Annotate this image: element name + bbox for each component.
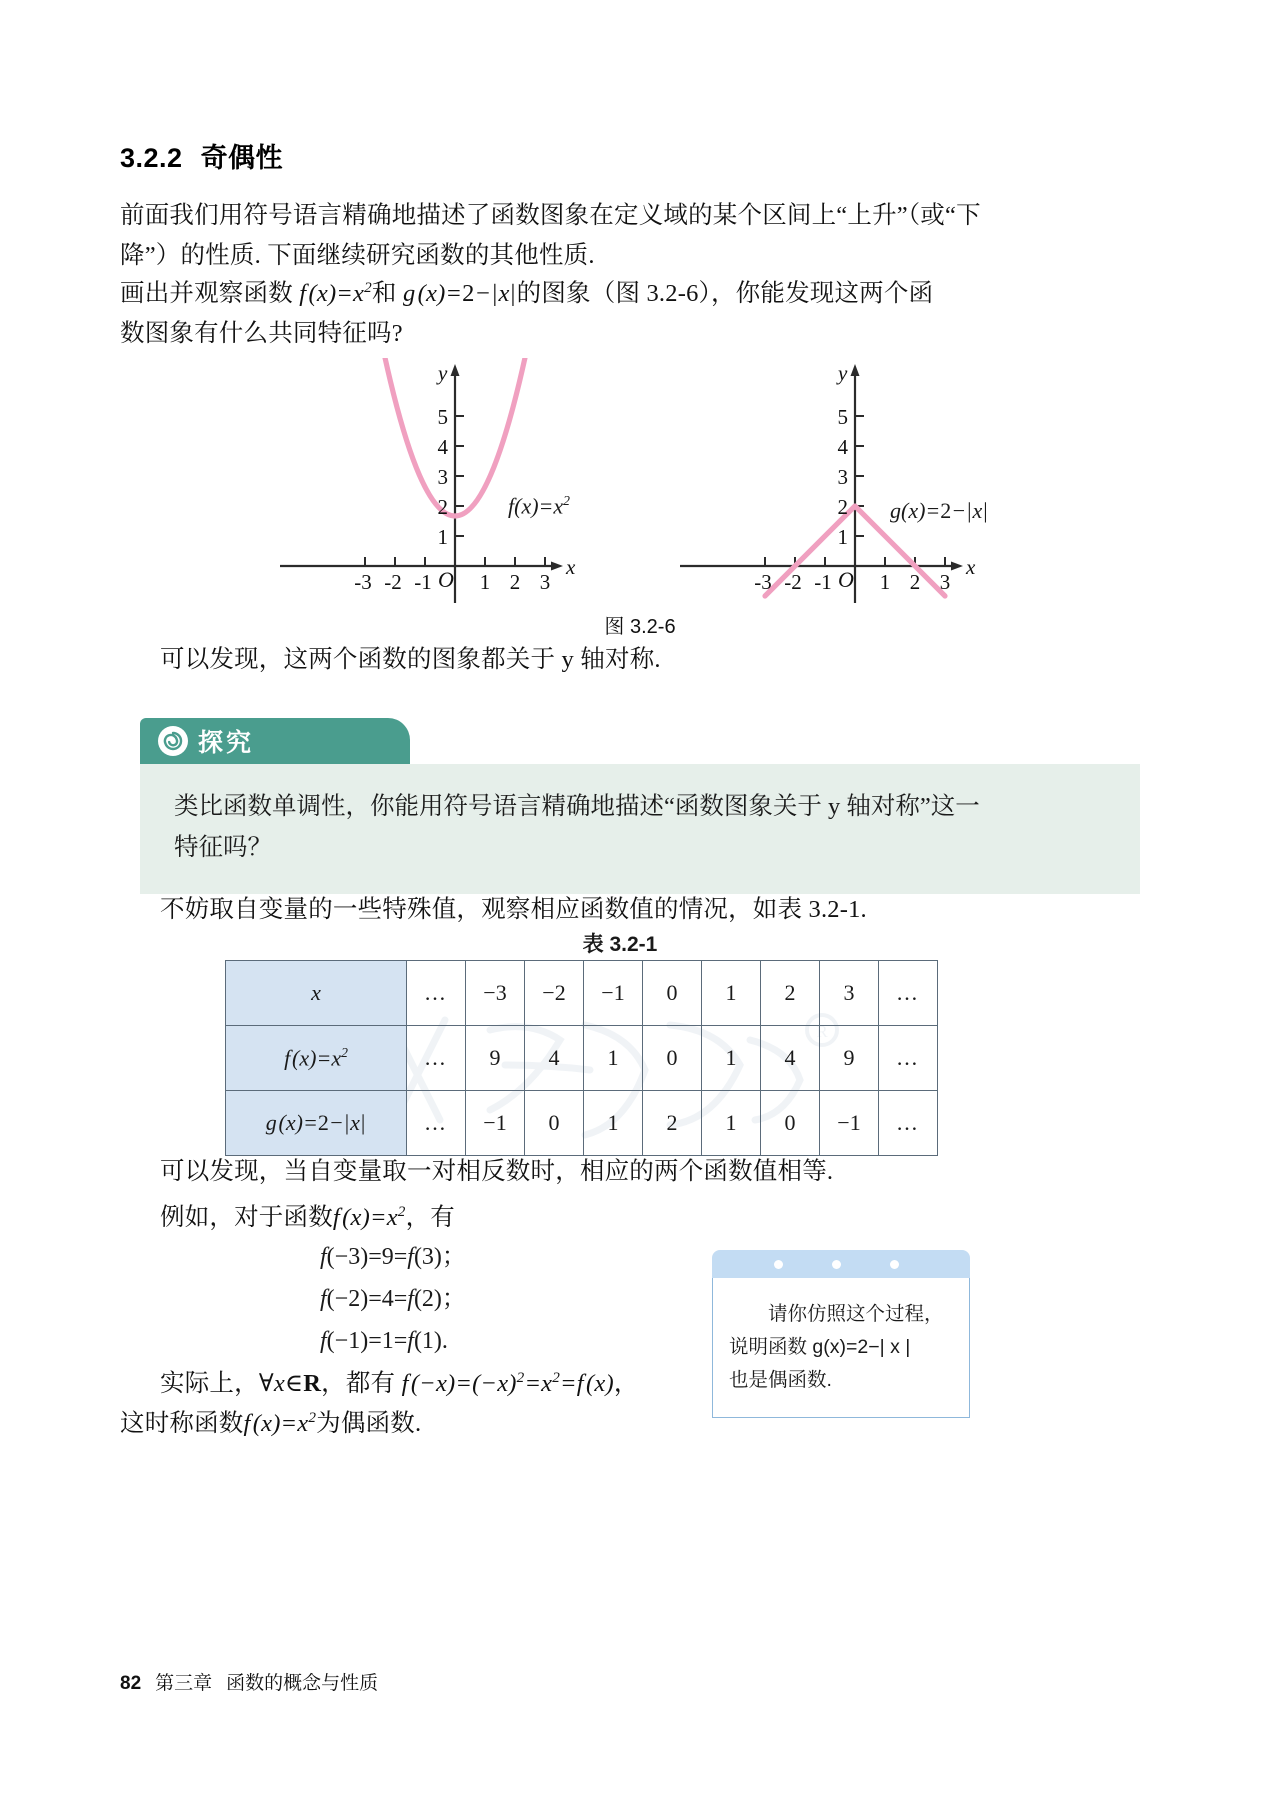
cell: 4 — [525, 1026, 584, 1091]
paragraph-task — [120, 268, 1075, 354]
note-dot-icon — [890, 1260, 899, 1269]
inline-formula-f: f $(x)=x^2$ — [299, 279, 372, 308]
cell: −1 — [820, 1091, 879, 1156]
svg-text:2: 2 — [509, 570, 521, 594]
note-line2: 说明函数 g(x)=2−| x | — [729, 1336, 911, 1358]
spiral-icon — [158, 726, 188, 756]
cell: … — [407, 1091, 466, 1156]
figure-caption: 图 3.2-6 — [604, 616, 676, 638]
inline-formula-g: g (x)=2−|x| — [402, 280, 516, 308]
equation-item: f(−1)=1=f(1). — [320, 1328, 448, 1354]
paragraph-task-line2: 数图象有什么共同特征吗? — [120, 320, 403, 348]
origin-label: O — [838, 567, 854, 592]
svg-text:1: 1 — [479, 570, 491, 594]
definition-post: 为偶函数. — [316, 1410, 422, 1438]
general-post: ， — [613, 1370, 639, 1398]
general-quantifier: ∀x∈R — [258, 1370, 322, 1398]
note-line3: 也是偶函数. — [729, 1369, 832, 1391]
spiral-icon-svg — [162, 730, 184, 752]
cell: … — [407, 1026, 466, 1091]
footer-chapter: 第三章 — [155, 1673, 213, 1694]
observation-text: 可以发现，这两个函数的图象都关于 y 轴对称. — [160, 646, 661, 673]
svg-text:4: 4 — [837, 435, 848, 459]
general-pre: 实际上， — [160, 1370, 259, 1398]
svg-text:1: 1 — [437, 525, 448, 549]
sticky-note — [712, 1250, 970, 1418]
example-pre: 例如，对于函数 — [160, 1204, 333, 1232]
table-intro-text: 不妨取自变量的一些特殊值，观察相应函数值的情况，如表 3.2-1. — [160, 896, 867, 923]
paragraph-task-line1 — [120, 268, 1075, 314]
cell: 1 — [702, 1091, 761, 1156]
cell: 2 — [643, 1091, 702, 1156]
section-number: 3.2.2 — [120, 143, 183, 173]
svg-text:3: 3 — [837, 465, 848, 489]
origin-label: O — [438, 567, 454, 592]
curve-label-g: g(x)=2−|x| — [890, 498, 988, 523]
note-body — [712, 1278, 970, 1418]
svg-text:5: 5 — [437, 405, 448, 429]
table-row — [226, 1091, 938, 1156]
values-table — [225, 960, 938, 1156]
section-title: 奇偶性 — [200, 143, 284, 173]
example-post: ，有 — [405, 1204, 455, 1232]
svg-text:-2: -2 — [384, 570, 402, 594]
table-title: 表 3.2-1 — [582, 933, 658, 956]
svg-text:-1: -1 — [414, 570, 432, 594]
page-footer — [120, 1668, 378, 1695]
example-formula: f $(x)=x^2$ — [332, 1203, 406, 1232]
cell: … — [879, 961, 938, 1026]
table-row — [226, 1026, 938, 1091]
note-dot-icon — [774, 1260, 783, 1269]
svg-text:-3: -3 — [354, 570, 372, 594]
x-axis-label: x — [566, 555, 576, 579]
svg-text:5: 5 — [837, 405, 848, 429]
explore-line1: 类比函数单调性，你能用符号语言精确地描述“函数图象关于 y 轴对称”这一 — [174, 793, 980, 820]
explore-body — [140, 764, 1140, 894]
x-axis-arrow — [951, 562, 963, 571]
curve-label-f: $f(x)=x^2$ — [508, 493, 570, 519]
cell: 1 — [702, 961, 761, 1026]
cell: 4 — [761, 1026, 820, 1091]
footer-chapter-title: 函数的概念与性质 — [226, 1673, 379, 1694]
definition-formula: f $(x)=x^2$ — [243, 1409, 317, 1438]
cell: −1 — [466, 1091, 525, 1156]
x-axis-label: x — [966, 555, 976, 579]
paragraph-table-intro — [160, 890, 1115, 930]
section-heading — [120, 136, 283, 175]
explore-title: 探究 — [198, 729, 255, 757]
cell: … — [879, 1091, 938, 1156]
svg-text:4: 4 — [437, 435, 448, 459]
definition-pre: 这时称函数 — [120, 1410, 244, 1438]
note-line1: 请你仿照这个过程， — [768, 1303, 944, 1325]
cell: 3 — [820, 961, 879, 1026]
paragraph-intro-line2: 降”）的性质. 下面继续研究函数的其他性质. — [120, 242, 595, 269]
svg-text:3: 3 — [539, 570, 551, 594]
cell: … — [879, 1026, 938, 1091]
paragraph-definition — [120, 1398, 720, 1444]
cell: 2 — [761, 961, 820, 1026]
page-number: 82 — [120, 1673, 142, 1694]
paragraph-intro-line1: 前面我们用符号语言精确地描述了函数图象在定义域的某个区间上“上升”（或“下 — [120, 202, 981, 229]
cell: 0 — [643, 1026, 702, 1091]
cell: −3 — [466, 961, 525, 1026]
conclusion-text: 可以发现，当自变量取一对相反数时，相应的两个函数值相等. — [160, 1158, 834, 1185]
equation-list — [320, 1236, 466, 1362]
svg-text:2: 2 — [909, 570, 921, 594]
svg-text:1: 1 — [837, 525, 848, 549]
explore-tab — [140, 718, 410, 764]
explore-box — [140, 718, 1140, 894]
note-dot-icon — [832, 1260, 841, 1269]
svg-text:2: 2 — [437, 495, 448, 519]
row-head-g: g (x)=2−|x| — [226, 1091, 407, 1156]
cell: 1 — [584, 1026, 643, 1091]
y-axis-arrow — [851, 364, 860, 376]
table-row — [226, 961, 938, 1026]
y-tick-labels — [438, 405, 449, 549]
cell: −2 — [525, 961, 584, 1026]
paragraph-conclusion — [160, 1152, 1115, 1192]
svg-text:3: 3 — [437, 465, 448, 489]
explore-line2: 特征吗？ — [174, 834, 272, 861]
cell: 1 — [584, 1091, 643, 1156]
svg-text:-3: -3 — [754, 570, 772, 594]
note-header — [712, 1250, 970, 1278]
paragraph-intro — [120, 196, 1075, 276]
svg-text:3: 3 — [939, 570, 951, 594]
svg-text:1: 1 — [879, 570, 891, 594]
task-mid: 和 — [371, 280, 397, 308]
equation-item: f(−3)=9=f(3)； — [320, 1244, 466, 1270]
row-head-f: f $(x)=x^2$ — [226, 1026, 407, 1091]
svg-text:2: 2 — [837, 495, 848, 519]
task-pre: 画出并观察函数 — [120, 280, 293, 308]
y-axis-label: y — [838, 361, 848, 385]
cell: … — [407, 961, 466, 1026]
svg-text:R: R — [816, 1022, 828, 1041]
row-head-x: x — [226, 961, 407, 1026]
cell: 0 — [525, 1091, 584, 1156]
paragraph-observation — [160, 640, 1115, 680]
svg-text:-2: -2 — [784, 570, 802, 594]
x-axis-arrow — [551, 562, 563, 571]
cell: 0 — [761, 1091, 820, 1156]
cell: 9 — [466, 1026, 525, 1091]
equation-item: f(−2)=4=f(2)； — [320, 1286, 466, 1312]
general-equation: f $(-x)=(-x)^2=x^2=f$ (x) — [401, 1369, 614, 1398]
figure-3-2-6 — [120, 358, 1160, 648]
y-axis-label: y — [438, 361, 448, 385]
y-ticks — [855, 416, 864, 536]
task-post: 的图象（图 3.2-6），你能发现这两个函 — [516, 280, 934, 308]
general-mid: ，都有 — [321, 1370, 396, 1398]
cell: 0 — [643, 961, 702, 1026]
chart-parabola — [250, 358, 580, 603]
cell: −1 — [584, 961, 643, 1026]
paragraph-example — [160, 1192, 1115, 1238]
y-tick-labels — [838, 405, 849, 549]
cell: 1 — [702, 1026, 761, 1091]
y-axis-arrow — [451, 364, 460, 376]
svg-text:-1: -1 — [814, 570, 832, 594]
cell: 9 — [820, 1026, 879, 1091]
chart-abs — [650, 358, 980, 603]
